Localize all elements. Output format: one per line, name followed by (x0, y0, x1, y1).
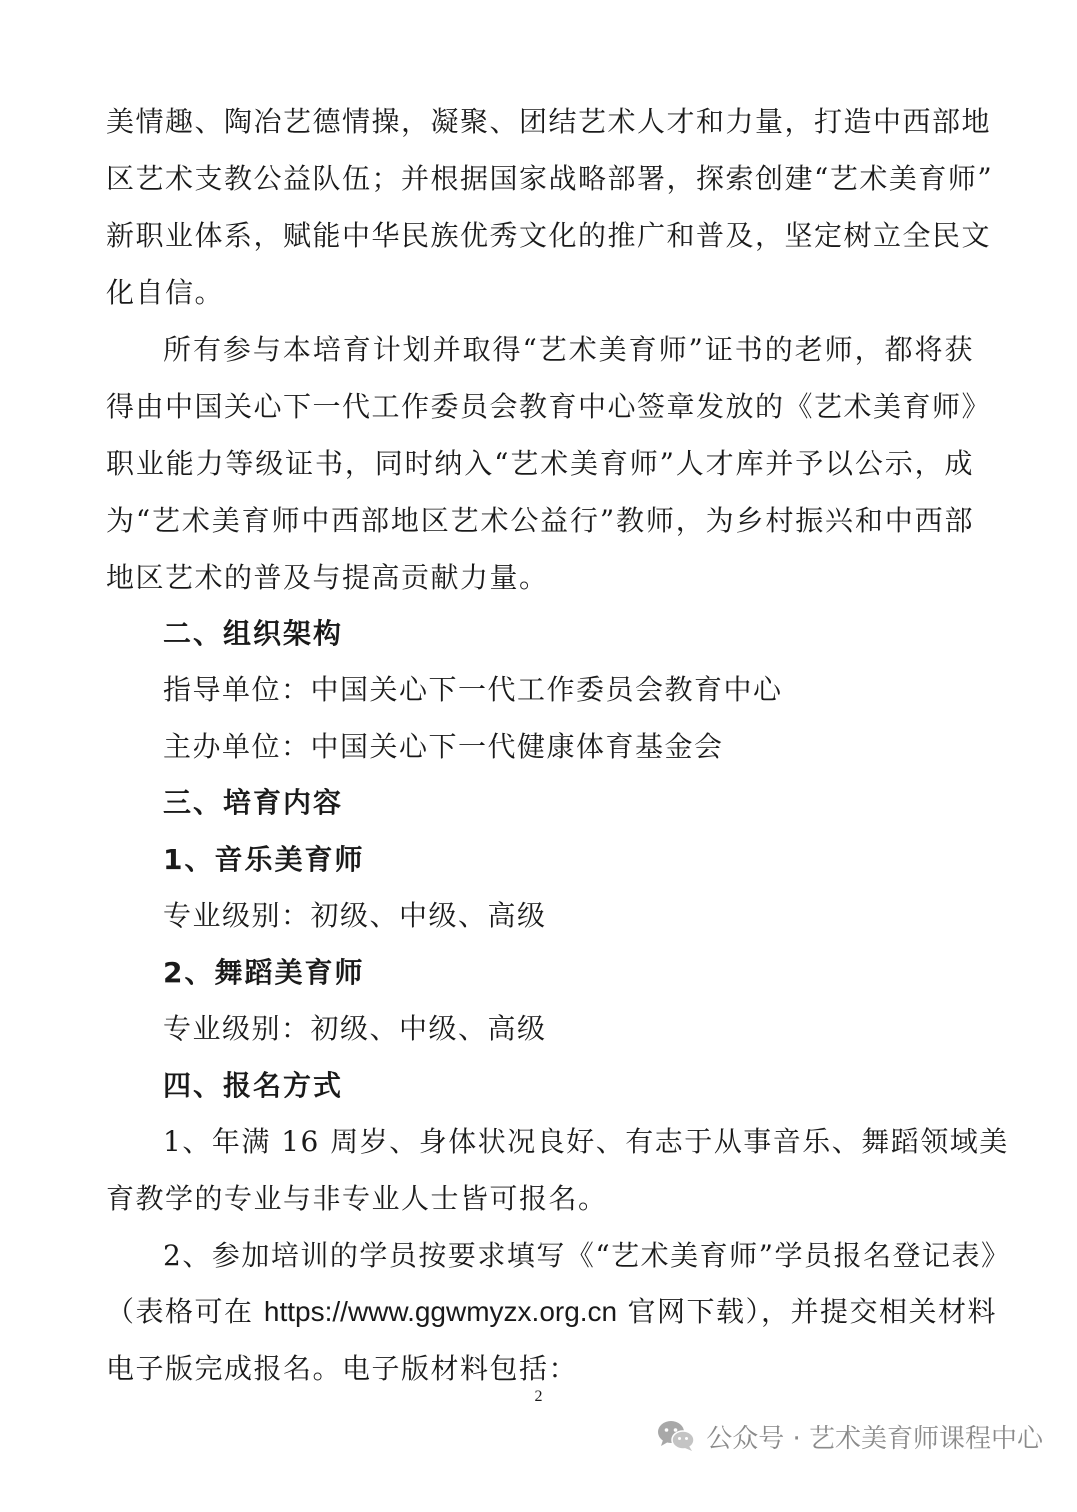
music-levels-line: 专业级别：初级、中级、高级 (163, 899, 547, 932)
subheading-dance: 2、舞蹈美育师 (163, 956, 365, 989)
section-heading-organization: 二、组织架构 (163, 617, 344, 650)
paragraph-line: 所有参与本培育计划并取得“艺术美育师”证书的老师，都将获 (163, 333, 974, 366)
url-line-prefix: （表格可在 (106, 1295, 264, 1328)
paragraph-line: 区艺术支教公益队伍；并根据国家战略部署，探索创建“艺术美育师” (106, 162, 994, 195)
paragraph-line: 1、年满 16 周岁、身体状况良好、有志于从事音乐、舞蹈领域美 (163, 1125, 1009, 1158)
website-url: https://www.ggwmyzx.org.cn (263, 1296, 618, 1327)
watermark-text: 公众号 · 艺术美育师课程中心 (706, 1423, 1043, 1454)
paragraph-line-with-url (106, 1292, 998, 1332)
subheading-music: 1、音乐美育师 (163, 843, 365, 876)
paragraph-line: 职业能力等级证书，同时纳入“艺术美育师”人才库并予以公示，成 (106, 447, 974, 480)
paragraph-line: 2、参加培训的学员按要求填写《“艺术美育师”学员报名登记表》 (163, 1239, 1011, 1272)
paragraph-line: 育教学的专业与非专业人士皆可报名。 (106, 1182, 608, 1215)
paragraph-line: 美情趣、陶冶艺德情操，凝聚、团结艺术人才和力量，打造中西部地 (106, 105, 992, 138)
paragraph-line: 新职业体系，赋能中华民族优秀文化的推广和普及，坚定树立全民文 (106, 219, 992, 252)
guiding-unit-line: 指导单位：中国关心下一代工作委员会教育中心 (163, 673, 783, 706)
paragraph-line: 得由中国关心下一代工作委员会教育中心签章发放的《艺术美育师》 (106, 390, 992, 423)
section-heading-registration: 四、报名方式 (163, 1069, 344, 1102)
host-unit-line: 主办单位：中国关心下一代健康体育基金会 (163, 730, 724, 763)
section-heading-content: 三、培育内容 (163, 786, 344, 819)
page-number: 2 (534, 1388, 543, 1405)
watermark (656, 1412, 1043, 1460)
paragraph-line: 电子版完成报名。电子版材料包括： (106, 1352, 579, 1385)
url-line-suffix: 官网下载），并提交相关材料 (617, 1295, 998, 1328)
paragraph-line: 为“艺术美育师中西部地区艺术公益行”教师，为乡村振兴和中西部 (106, 504, 974, 537)
wechat-icon (656, 1419, 696, 1453)
paragraph-line: 地区艺术的普及与提高贡献力量。 (106, 561, 549, 594)
paragraph-line: 化自信。 (106, 276, 225, 309)
dance-levels-line: 专业级别：初级、中级、高级 (163, 1012, 547, 1045)
